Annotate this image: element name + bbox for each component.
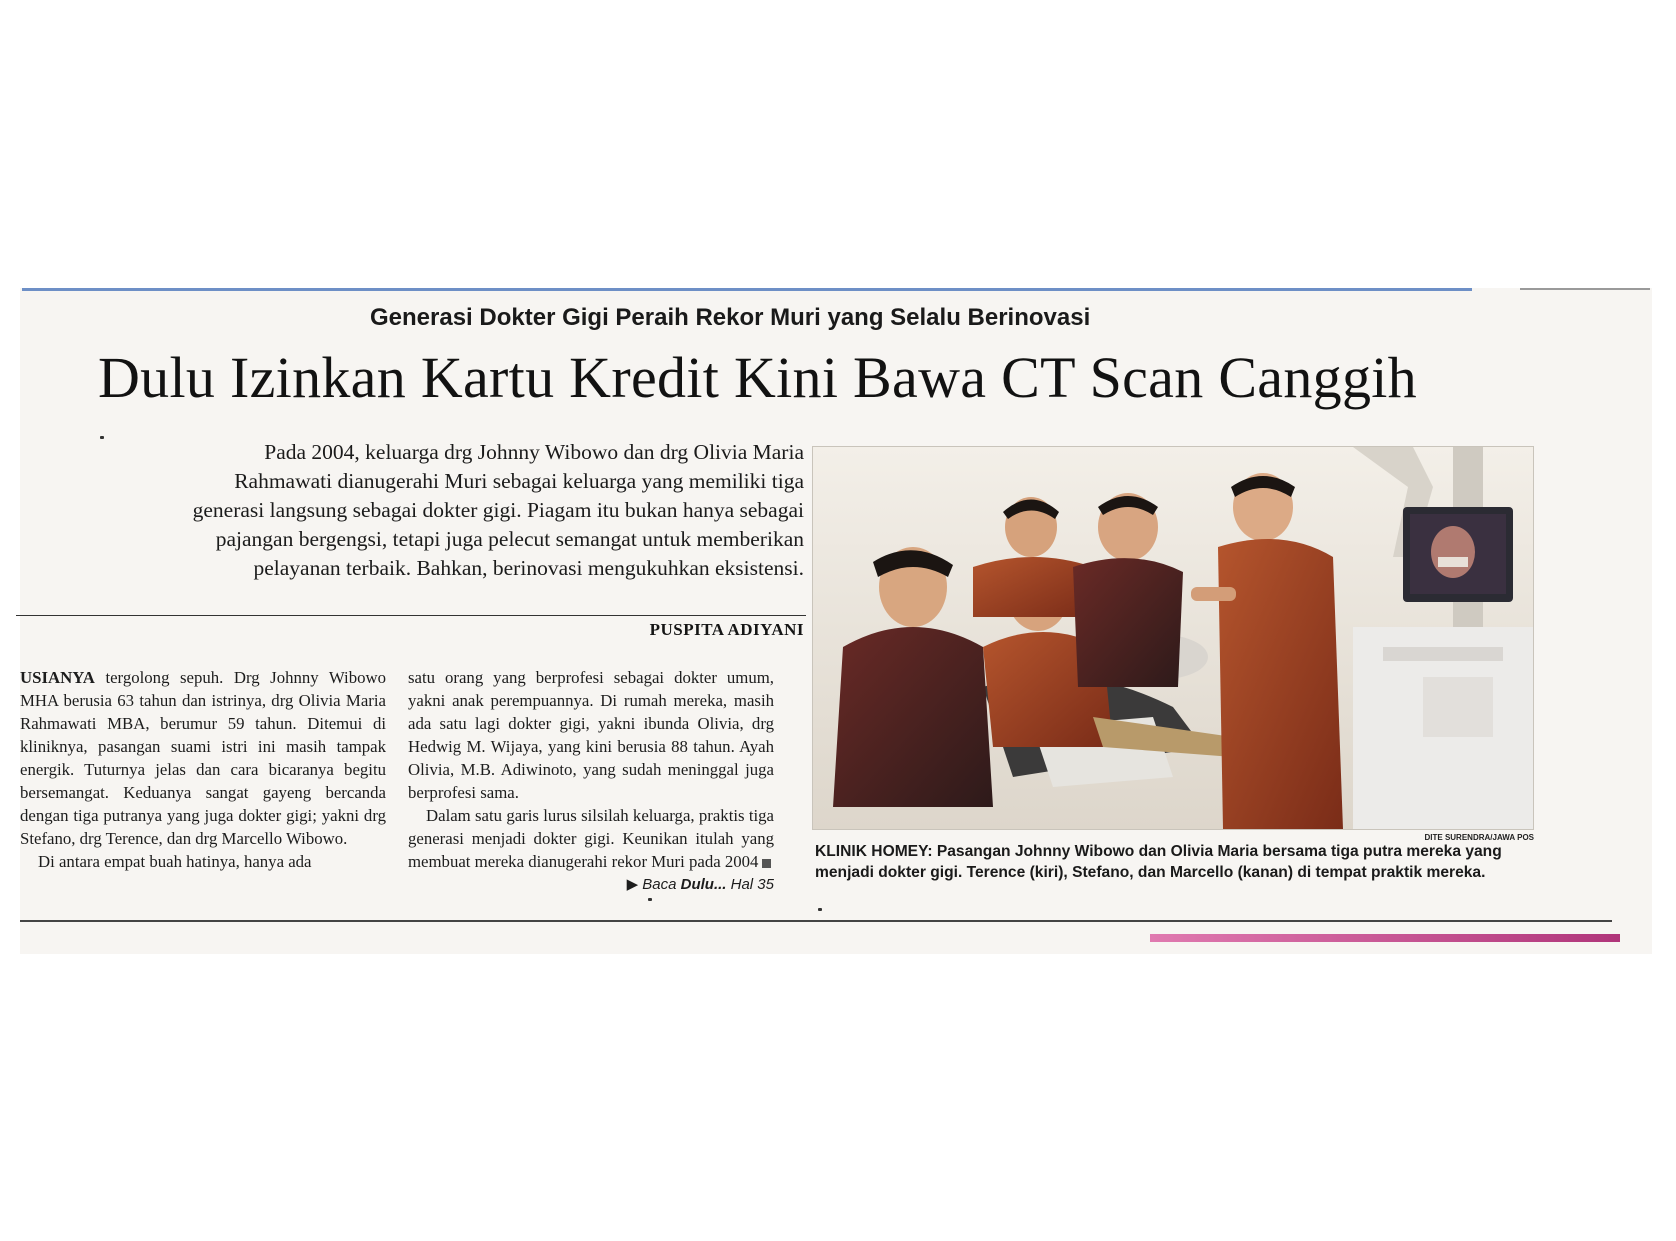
lead-line: Pada 2004, keluarga drg Johnny Wibowo dan drg Olivia Maria (264, 440, 804, 464)
body-text: tergolong sepuh. Drg Johnny Wibowo MHA berusia 63 tahun dan istrinya, drg Olivia Maria Rahmawati MBA, berumur 59 tahun. Ditemui di kliniknya, pasangan suami istri ini masih tampak energik. Tuturnya jelas dan cara bicaranya begitu bersemangat. Keduanya sangat gayeng bercanda dengan tiga putranya yang juga dokter gigi; yakni drg Stefano, drg Terence, dan drg Marcello Wibowo. (20, 668, 386, 848)
dust-speck (100, 436, 104, 439)
byline: PUSPITA ADIYANI (649, 620, 804, 639)
article-photo (812, 446, 1534, 830)
top-rule (22, 288, 1472, 291)
lead-line: generasi langsung sebagai dokter gigi. Piagam itu bukan hanya sebagai (192, 498, 804, 522)
headline: Dulu Izinkan Kartu Kredit Kini Bawa CT Scan Canggih (98, 345, 1417, 410)
body-paragraph (20, 666, 386, 850)
jump-prefix: Baca (642, 876, 681, 893)
body-paragraph (408, 804, 774, 893)
lead-line: pajangan bergengsi, tetapi juga pelecut semangat untuk memberikan (215, 527, 804, 551)
lead-line: pelayanan terbaik. Bahkan, berinovasi mengukuhkan eksistensi. (253, 556, 804, 580)
lead-word: USIANYA (20, 668, 95, 687)
end-mark-icon (762, 859, 771, 868)
lead-paragraph (34, 438, 804, 583)
jump-page: Hal 35 (726, 876, 774, 893)
photo-credit: DITE SURENDRA/JAWA POS (1424, 833, 1534, 842)
dental-clinic-photo (813, 447, 1533, 829)
jump-reference: ▶ Baca Dulu... Hal 35 (626, 876, 774, 893)
lead-line: Rahmawati dianugerahi Muri sebagai keluarga yang memiliki tiga (234, 469, 804, 493)
photo-caption: KLINIK HOMEY: Pasangan Johnny Wibowo dan Olivia Maria bersama tiga putra mereka yang menjadi dokter gigi. Terence (kiri), Stefano, dan Marcello (kanan) di tempat praktik mereka. (815, 843, 1502, 881)
dust-speck (818, 908, 822, 911)
body-column-2 (408, 666, 774, 896)
section-rule (16, 615, 806, 616)
dust-speck (648, 898, 652, 901)
body-paragraph: satu orang yang berprofesi sebagai dokter umum, yakni anak perempuannya. Di rumah mereka, masih ada satu lagi dokter gigi, yakni ibunda Olivia, drg Hedwig M. Wijaya, yang kini berusia 88 tahun. Ayah Olivia, M.B. Adiwinoto, yang sudah meninggal juga berprofesi sama. (408, 668, 774, 802)
body-column-1 (20, 666, 386, 873)
bottom-rule (20, 920, 1612, 922)
newspaper-clipping (20, 288, 1652, 954)
jump-title: Dulu... (680, 876, 727, 893)
body-text: Dalam satu garis lurus silsilah keluarga, praktis tiga generasi menjadi dokter gigi. Keunikan itulah yang membuat mereka dianugerahi rekor Muri pada 2004 (408, 806, 774, 871)
top-rule-right (1520, 288, 1650, 290)
kicker: Generasi Dokter Gigi Peraih Rekor Muri yang Selalu Berinovasi (370, 304, 1091, 331)
next-article-bar (1150, 934, 1620, 942)
body-paragraph: Di antara empat buah hatinya, hanya ada (38, 852, 312, 871)
